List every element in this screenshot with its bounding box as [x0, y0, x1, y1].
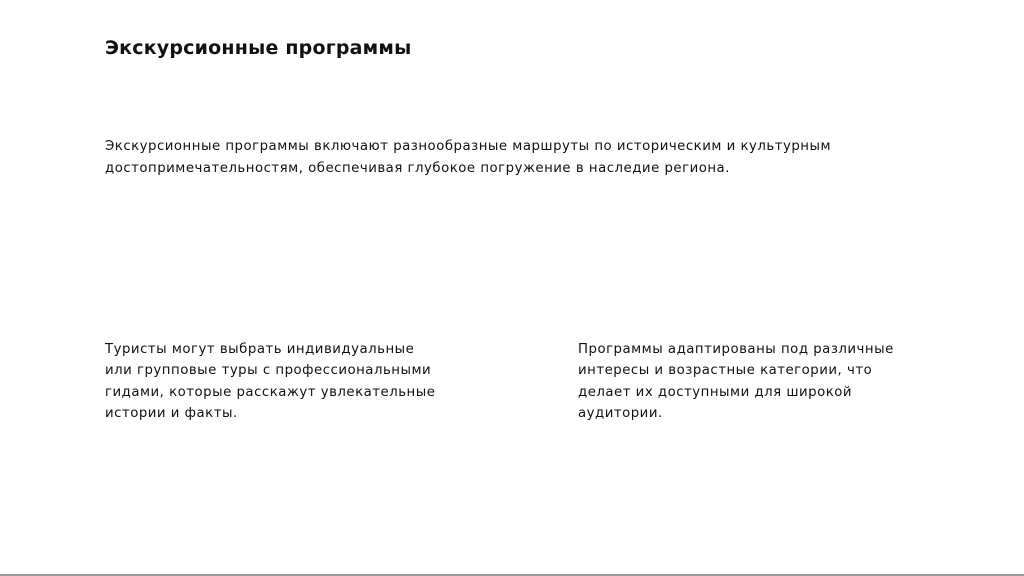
left-column-line: гидами, которые расскажут увлекательные — [105, 384, 436, 400]
slide-title: Экскурсионные программы — [105, 37, 412, 59]
left-column-line: или групповые туры с профессиональными — [105, 363, 432, 379]
left-column-text — [105, 339, 435, 424]
intro-line: Экскурсионные программы включают разнообразные маршруты по историческим и культурным — [105, 139, 831, 154]
right-column-line: Программы адаптированы под различные — [578, 342, 894, 357]
right-column-line: делает их доступными для широкой — [578, 384, 853, 400]
intro-paragraph — [105, 136, 905, 180]
intro-line: достопримечательностям, обеспечивая глубокое погружение в наследие региона. — [105, 161, 730, 176]
right-column-line: аудитории. — [578, 405, 663, 421]
right-column-line: интересы и возрастные категории, что — [578, 363, 873, 379]
left-column-line: Туристы могут выбрать индивидуальные — [105, 342, 415, 357]
right-column-text — [578, 339, 894, 424]
left-column-line: истории и факты. — [105, 405, 238, 421]
